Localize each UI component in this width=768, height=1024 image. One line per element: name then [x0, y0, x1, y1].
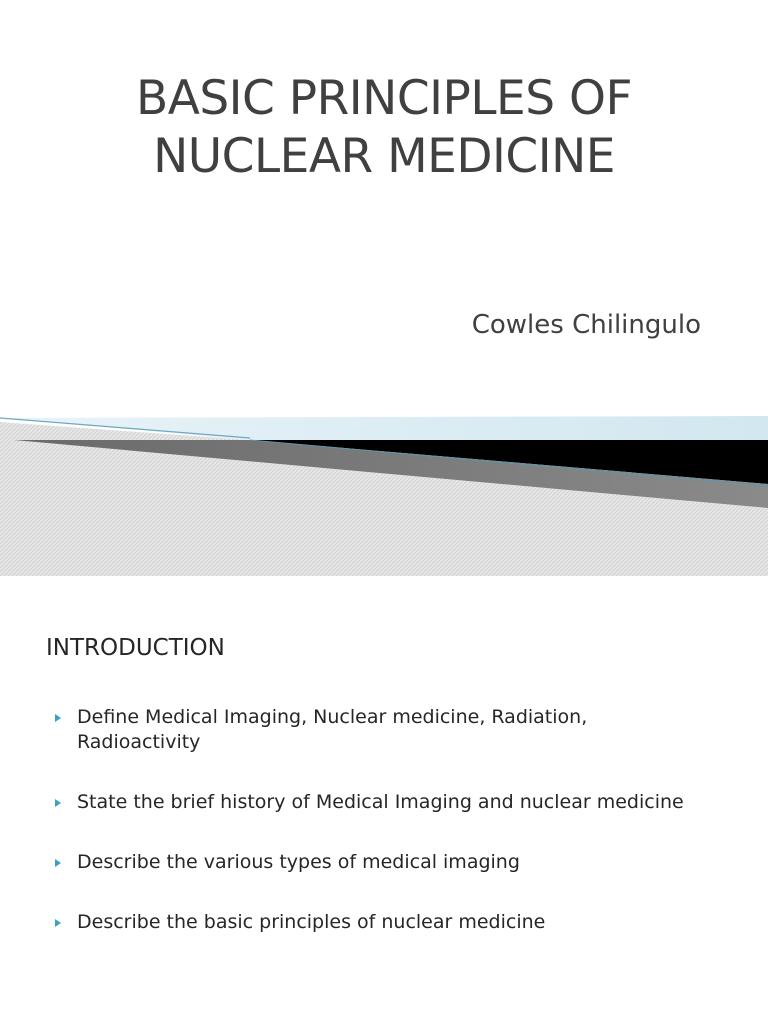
slide-title — [0, 70, 768, 186]
bullet-text: Describe the basic principles of nuclear medicine — [77, 911, 546, 933]
bullet-text: State the brief history of Medical Imaging and nuclear medicine — [77, 791, 684, 813]
title-line-1: BASIC PRINCIPLES OF — [135, 71, 633, 126]
triangle-bullet-icon — [55, 859, 61, 867]
triangle-bullet-icon — [55, 919, 61, 927]
bullet-list — [55, 705, 715, 970]
introduction-slide — [0, 576, 768, 1024]
bullet-text: Describe the various types of medical imaging — [77, 851, 520, 873]
list-item — [55, 850, 715, 875]
slide-heading: INTRODUCTION — [46, 635, 225, 661]
triangle-bullet-icon — [55, 714, 61, 722]
list-item — [55, 910, 715, 935]
author-name: Cowles Chilingulo — [471, 310, 701, 340]
triangle-bullet-icon — [55, 799, 61, 807]
decorative-wave-band — [0, 400, 768, 576]
list-item — [55, 790, 715, 815]
bullet-text: Define Medical Imaging, Nuclear medicine, Radiation, Radioactivity — [77, 706, 588, 753]
title-line-2: NUCLEAR MEDICINE — [153, 129, 615, 184]
list-item — [55, 705, 715, 755]
